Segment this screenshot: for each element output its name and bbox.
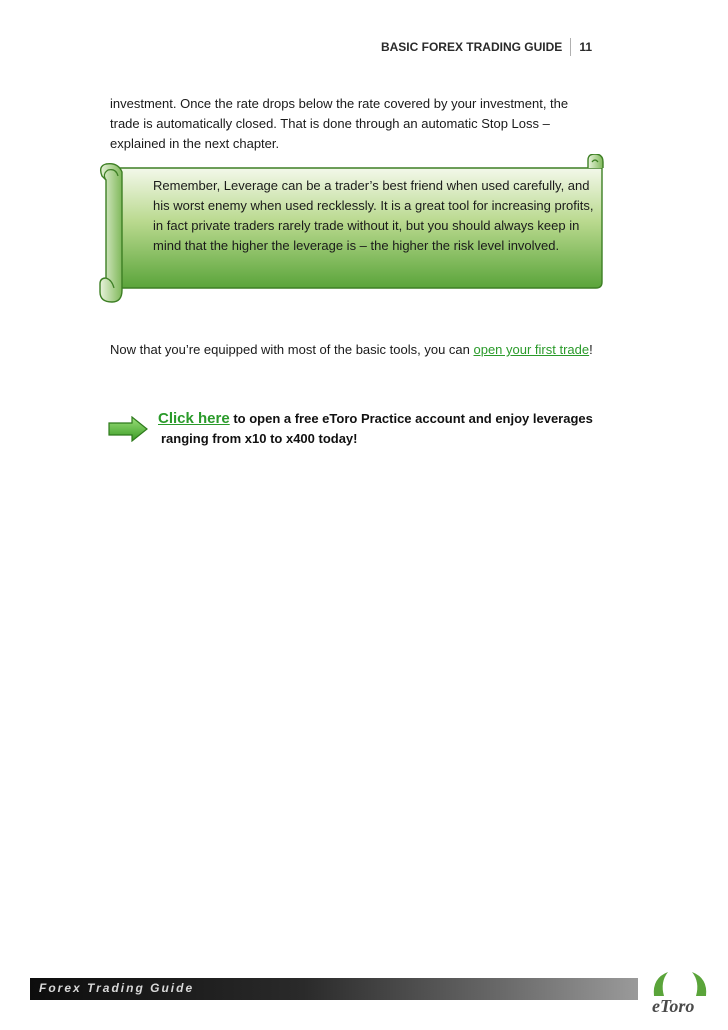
etoro-logo: [648, 966, 712, 1026]
open-trade-exclamation: !: [589, 342, 593, 357]
leverage-scroll-callout: [96, 154, 610, 308]
cta-line2: ranging from x10 to x400 today!: [161, 431, 358, 446]
page-header: [381, 38, 592, 56]
practice-account-cta: [108, 406, 608, 452]
etoro-logo-text: eToro: [652, 996, 695, 1016]
cta-line1: to open a free eToro Practice account and enjoy leverages: [229, 411, 593, 426]
leverage-callout-text: Remember, Leverage can be a trader’s best friend when used carefully, and his worst enemy when used recklessly. It is a great tool for increasing profits, in fact private traders rarely trade without it, but you should always keep in mind that the higher the leverage is – the higher the risk level involved.: [153, 178, 594, 253]
green-right-arrow-icon: [108, 416, 148, 442]
open-trade-intro: Now that you’re equipped with most of the basic tools, you can: [110, 342, 474, 357]
page-number: 11: [579, 40, 592, 54]
paragraph-stop-loss: investment. Once the rate drops below the rate covered by your investment, the trade is automatically closed. That is done through an automatic Stop Loss – explained in the next chapter.: [110, 96, 569, 151]
cta-text: [158, 409, 608, 449]
open-first-trade-link[interactable]: open your first trade: [473, 342, 590, 357]
etoro-horns-icon: [648, 966, 712, 1000]
header-divider: [570, 38, 571, 56]
paragraph-open-trade: [110, 340, 600, 360]
footer-bar: [30, 978, 638, 1000]
click-here-link[interactable]: Click here: [158, 410, 230, 427]
header-title: BASIC FOREX TRADING GUIDE: [380, 40, 563, 54]
footer-label: Forex Trading Guide: [39, 981, 195, 995]
